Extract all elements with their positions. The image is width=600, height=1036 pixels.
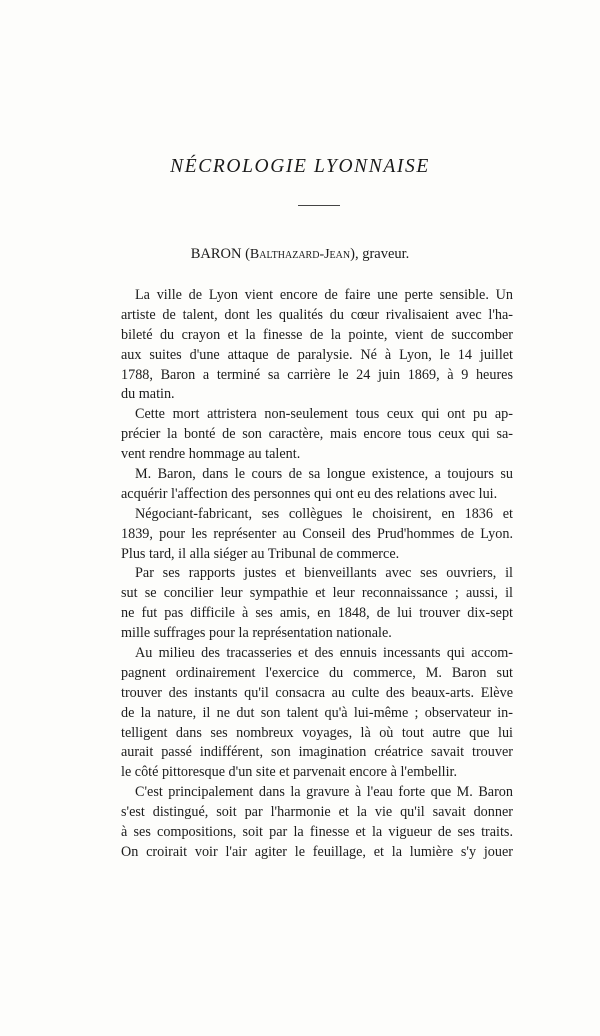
text-line: 1839, pour les représenter au Conseil des Prud'hommes de Lyon. [121,525,513,542]
text-line: mille suffrages pour la représentation nationale. [121,625,392,642]
text-line: le côté pittoresque d'un site et parvenait encore à l'embellir. [121,764,458,781]
subject-role: , graveur. [354,246,410,262]
text-line: de la nature, il ne dut son talent qu'à lui-même ; observateur in- [121,704,513,721]
text-line: bileté du crayon et la finesse de la pointe, vient de succomber [121,326,513,343]
text-line: On croirait voir l'air agiter le feuillage, et la lumière s'y jouer [121,843,513,860]
text-line: artiste de talent, dont les qualités du cœur rivalisaient avec l'ha- [121,306,513,323]
text-line: Négociant-fabricant, ses collègues le choisirent, en 1836 et [135,505,513,522]
text-line: La ville de Lyon vient encore de faire une perte sensible. Un [135,287,513,303]
text-line: du matin. [121,386,175,403]
text-line: Au milieu des tracasseries et des ennuis incessants qui accom- [135,645,513,662]
text-line: acquérir l'affection des personnes qui ont eu des relations avec lui. [121,485,498,502]
text-line: trouver des instants qu'il consacra au culte des beaux-arts. Elève [121,684,513,701]
text-line: pagnent ordinairement l'exercice du commerce, M. Baron sut [121,664,513,681]
text-line: C'est principalement dans la gravure à l'eau forte que M. Baron [135,784,513,801]
text-line: sut se concilier leur sympathie et leur reconnaissance ; aussi, il [121,585,513,602]
article-body [121,286,513,863]
page-heading: NÉCROLOGIE LYONNAISE [170,156,430,177]
text-line: à ses compositions, soit par la finesse et la vigueur de ses traits. [121,824,513,841]
text-line: ne fut pas difficile à ses amis, en 1848, de lui trouver dix-sept [121,605,513,622]
text-line: vent rendre hommage au talent. [121,446,301,463]
text-line: s'est distingué, soit par l'harmonie et la vie qu'il savait donner [121,804,513,821]
text-line: aurait passé indifférent, son imagination créatrice savait trouver [121,744,513,761]
subject-name: BARON [190,246,242,262]
subject-given-names: Balthazard-Jean [249,247,351,262]
text-line: Par ses rapports justes et bienveillants avec ses ouvriers, il [135,565,513,582]
title-divider [298,205,340,206]
text-line: précier la bonté de son caractère, mais encore tous ceux qui sa- [121,426,513,443]
text-line: Plus tard, il alla siéger au Tribunal de commerce. [121,545,400,562]
text-line: telligent dans ses nombreux voyages, là où tout autre que lui [121,724,513,741]
text-line: aux suites d'une attaque de paralysie. Né à Lyon, le 14 juillet [121,346,513,363]
text-line: M. Baron, dans le cours de sa longue existence, a toujours su [135,466,513,483]
text-line: Cette mort attristera non-seulement tous ceux qui ont pu ap- [135,406,513,423]
text-line: 1788, Baron a terminé sa carrière le 24 juin 1869, à 9 heures [121,366,513,383]
article-subtitle: BARON (Balthazard-Jean), graveur. [190,246,410,262]
